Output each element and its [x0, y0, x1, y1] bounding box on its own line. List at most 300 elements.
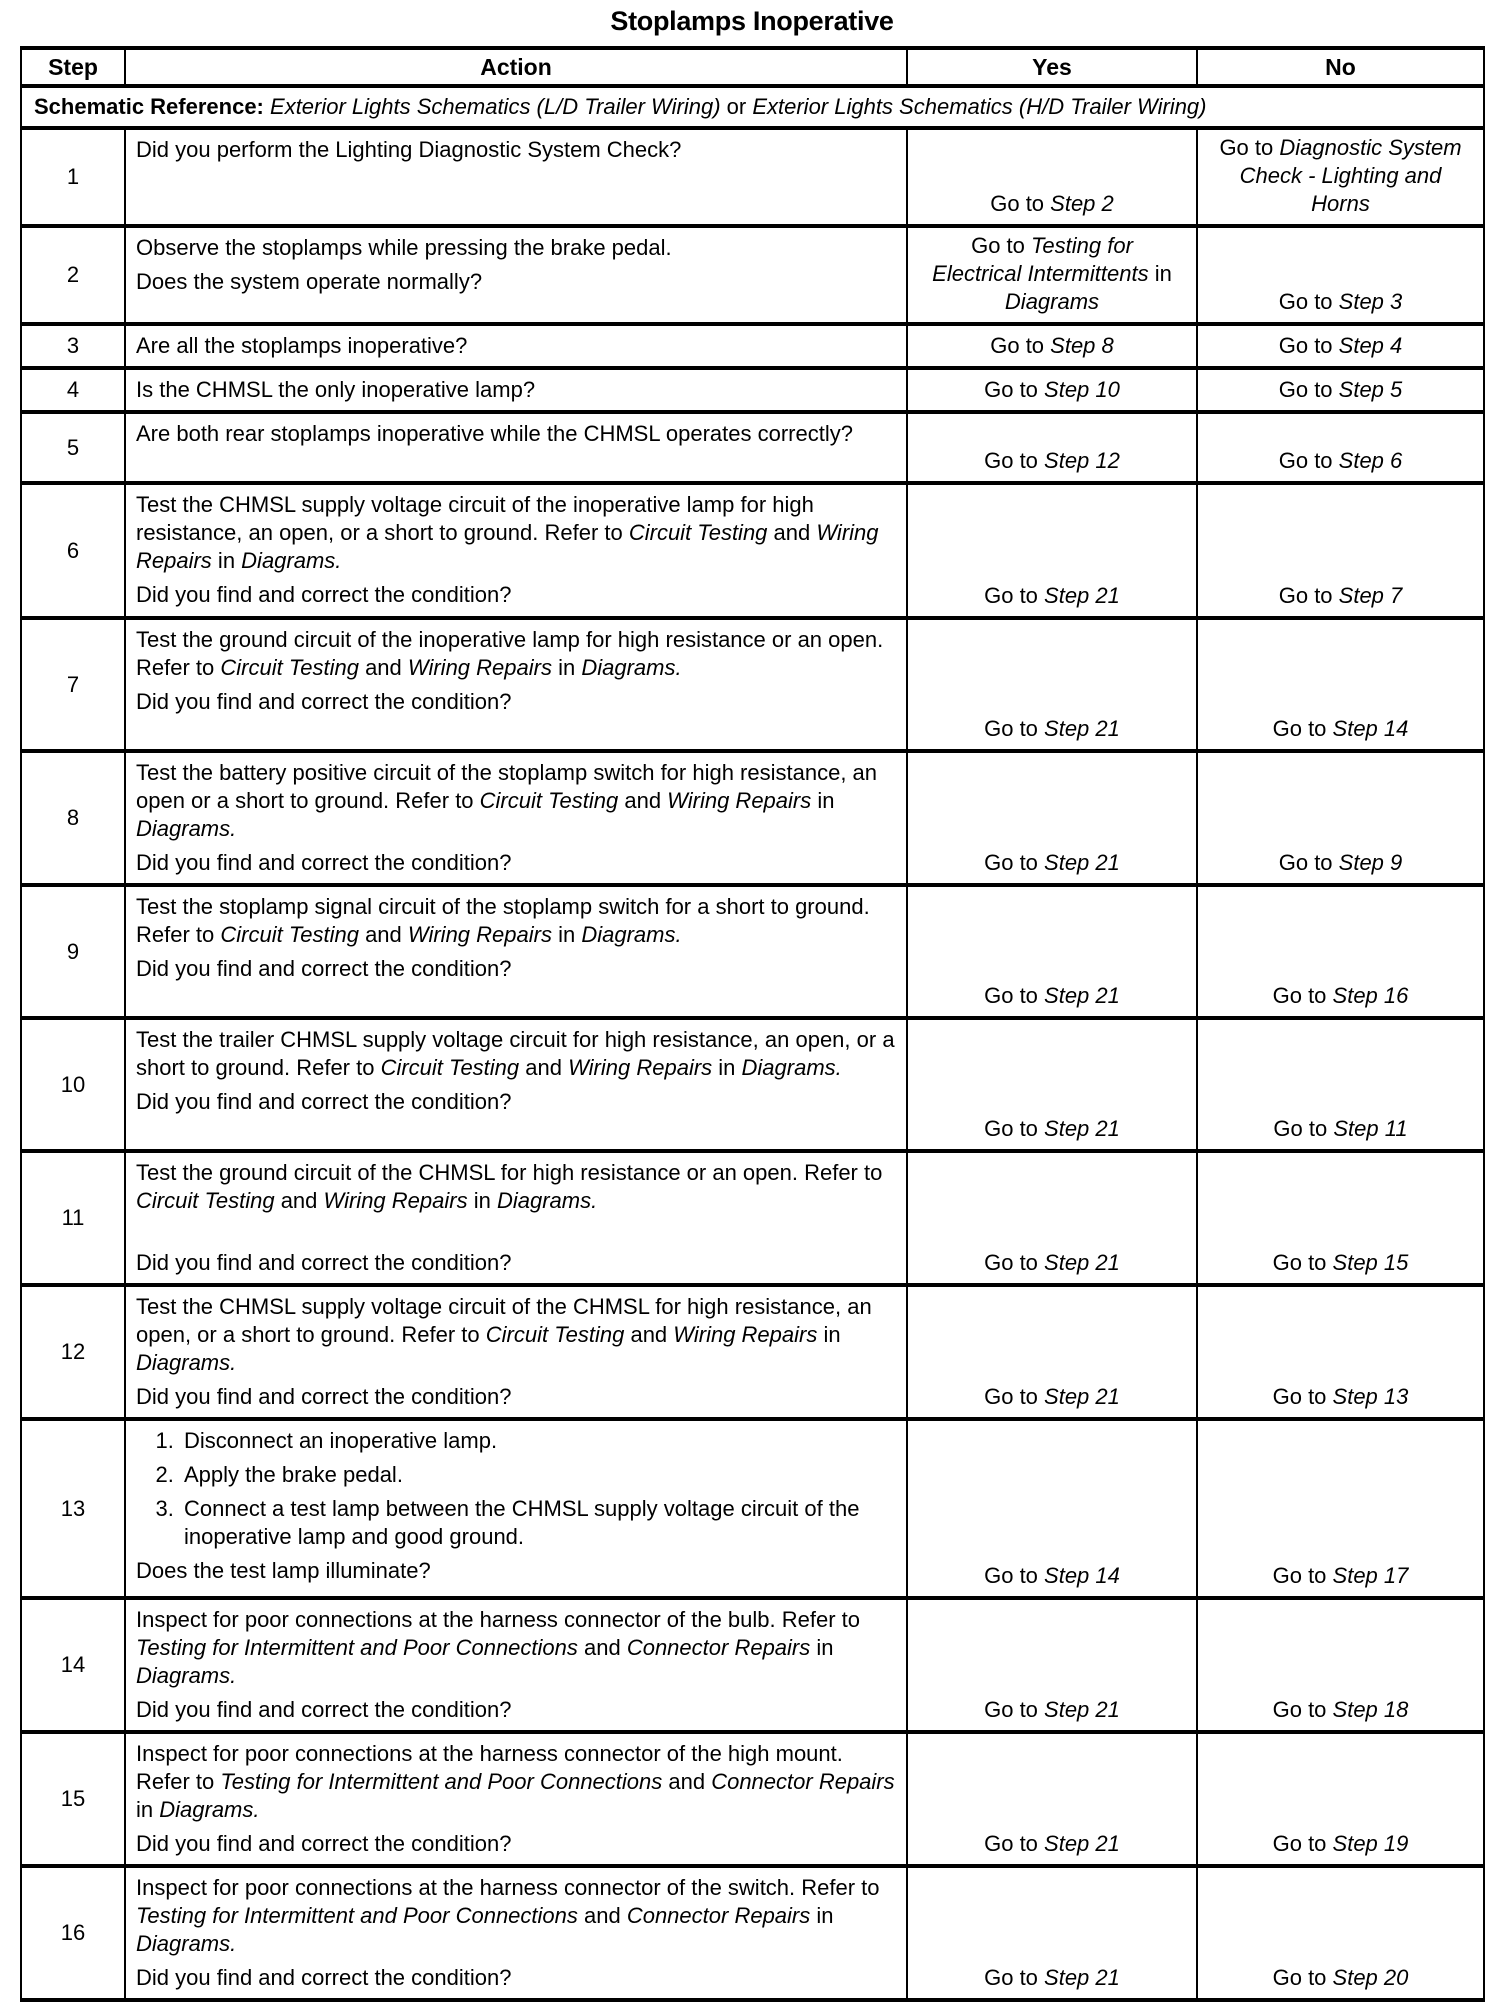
- reference-link-text: Testing for Intermittent and Poor Connections: [136, 1635, 578, 1660]
- reference-link-text: Wiring Repairs: [673, 1322, 818, 1347]
- yes-result-cell: [907, 128, 1197, 226]
- text-segment: in: [551, 655, 582, 680]
- reference-link-text: Connector Repairs: [626, 1635, 811, 1660]
- reference-link-text: Circuit Testing: [380, 1055, 520, 1080]
- reference-link-text: Diagrams.: [136, 1663, 237, 1688]
- table-row: [21, 618, 1484, 751]
- table-row: [21, 1598, 1484, 1732]
- table-row: [21, 324, 1484, 368]
- step-number: 15: [21, 1732, 125, 1866]
- table-row: [21, 483, 1484, 618]
- step-number: 13: [21, 1419, 125, 1598]
- no-goto-text: [1279, 849, 1403, 877]
- text-segment: or: [720, 94, 753, 119]
- text-segment: Go to: [1278, 583, 1339, 608]
- column-header-step: Step: [21, 48, 125, 86]
- action-step-item: 2. Apply the brake pedal.: [180, 1461, 896, 1489]
- no-goto-text: [1216, 134, 1466, 218]
- action-question: [136, 268, 896, 296]
- action-cell: [125, 324, 907, 368]
- text-segment: and: [274, 1188, 324, 1213]
- text-segment: Go to: [984, 850, 1045, 875]
- table-body: [21, 86, 1484, 2000]
- reference-link-text: Step 2: [1050, 191, 1114, 216]
- page-title: Stoplamps Inoperative: [610, 6, 894, 36]
- text-segment: Test the CHMSL supply voltage circuit of the inoperative lamp for high resistance, an open, or a short to ground. Refer to: [136, 492, 814, 545]
- reference-link-text: Step 14: [1332, 716, 1409, 741]
- reference-link-text: Diagnostic System Check - Lighting and Horns: [1239, 135, 1462, 216]
- reference-link-text: Testing for Electrical Intermittents: [932, 233, 1149, 286]
- text-segment: Go to: [1278, 448, 1339, 473]
- yes-goto-text: [984, 1964, 1120, 1992]
- text-segment: Inspect for poor connections at the harness connector of the bulb. Refer to: [136, 1607, 860, 1632]
- text-segment: in: [467, 1188, 497, 1213]
- action-text: [136, 1874, 896, 1958]
- no-result-cell: [1197, 1018, 1484, 1151]
- text-segment: Did you find and correct the condition?: [136, 1089, 512, 1114]
- no-result-cell: [1197, 885, 1484, 1018]
- text-segment: Go to: [984, 377, 1045, 402]
- text-segment: in: [810, 1635, 834, 1660]
- action-question: [136, 1696, 896, 1724]
- text-segment: Test the battery positive circuit of the stoplamp switch for high resistance, an open or a short to ground. Refer to: [136, 760, 878, 813]
- no-result-cell: [1197, 412, 1484, 483]
- action-question: [136, 1383, 896, 1411]
- reference-link-text: Step 11: [1333, 1116, 1408, 1141]
- action-cell: [125, 226, 907, 324]
- text-segment: in: [817, 1322, 841, 1347]
- text-segment: Go to: [984, 1384, 1045, 1409]
- reference-link-text: Circuit Testing: [136, 1188, 275, 1213]
- column-header-no: No: [1197, 48, 1484, 86]
- text-segment: in: [136, 1797, 160, 1822]
- yes-goto-text: [984, 982, 1120, 1010]
- reference-link-text: Diagrams: [1004, 289, 1100, 314]
- reference-link-text: Step 13: [1332, 1384, 1409, 1409]
- text-segment: Go to: [990, 333, 1051, 358]
- reference-link-text: Step 6: [1338, 448, 1403, 473]
- step-number: 4: [21, 368, 125, 412]
- text-segment: Test the ground circuit of the CHMSL for high resistance or an open. Refer to: [136, 1160, 883, 1185]
- no-result-cell: [1197, 1419, 1484, 1598]
- yes-result-cell: [907, 324, 1197, 368]
- text-segment: Does the system operate normally?: [136, 269, 483, 294]
- text-segment: Go to: [1278, 289, 1339, 314]
- text-segment: Did you find and correct the condition?: [136, 850, 512, 875]
- action-text: [136, 626, 896, 682]
- yes-result-cell: [907, 412, 1197, 483]
- action-cell: [125, 1732, 907, 1866]
- action-question: [136, 688, 896, 716]
- text-segment: Go to: [984, 583, 1045, 608]
- yes-result-cell: [907, 1732, 1197, 1866]
- text-segment: Did you find and correct the condition?: [136, 1697, 512, 1722]
- reference-link-text: Step 10: [1044, 377, 1120, 402]
- text-segment: Inspect for poor connections at the harness connector of the switch. Refer to: [136, 1875, 880, 1900]
- no-goto-text: [1273, 715, 1409, 743]
- text-segment: Go to: [1272, 1563, 1333, 1588]
- text-segment: Did you find and correct the condition?: [136, 1965, 512, 1990]
- no-result-cell: [1197, 1151, 1484, 1285]
- action-question: [136, 849, 896, 877]
- yes-result-cell: [907, 1151, 1197, 1285]
- action-question: [136, 1249, 896, 1277]
- no-goto-text: [1273, 982, 1409, 1010]
- schematic-reference-row: [21, 86, 1484, 128]
- reference-link-text: Diagrams.: [136, 816, 237, 841]
- yes-result-cell: [907, 1866, 1197, 2000]
- reference-link-text: Step 21: [1044, 1697, 1120, 1722]
- step-number: 10: [21, 1018, 125, 1151]
- table-row: [21, 885, 1484, 1018]
- action-steps-list: [136, 1427, 896, 1551]
- text-segment: Go to: [984, 1116, 1045, 1141]
- no-goto-text: [1279, 288, 1403, 316]
- table-row: [21, 751, 1484, 885]
- reference-link-text: Step 7: [1338, 583, 1403, 608]
- text-segment: Are all the stoplamps inoperative?: [136, 333, 468, 358]
- reference-link-text: Connector Repairs: [711, 1769, 895, 1794]
- action-text: [136, 376, 896, 404]
- text-segment: in: [1148, 261, 1172, 286]
- step-number: 2: [21, 226, 125, 324]
- action-text: [136, 1557, 896, 1585]
- reference-link-text: Circuit Testing: [485, 1322, 625, 1347]
- action-step-item: 3. Connect a test lamp between the CHMSL supply voltage circuit of the inoperative lamp and good ground.: [180, 1495, 896, 1551]
- table-row: [21, 1018, 1484, 1151]
- action-cell: [125, 618, 907, 751]
- text-segment: Test the trailer CHMSL supply voltage circuit for high resistance, an open, or a short to ground. Refer to: [136, 1027, 895, 1080]
- yes-result-cell: [907, 1285, 1197, 1419]
- action-cell: [125, 885, 907, 1018]
- yes-goto-text: [984, 1249, 1120, 1277]
- action-text: [136, 420, 896, 448]
- text-segment: Did you find and correct the condition?: [136, 956, 512, 981]
- action-cell: [125, 368, 907, 412]
- table-row: [21, 1732, 1484, 1866]
- text-segment: Go to: [984, 716, 1045, 741]
- reference-link-text: Circuit Testing: [479, 788, 619, 813]
- yes-result-cell: [907, 885, 1197, 1018]
- reference-link-text: Wiring Repairs: [323, 1188, 468, 1213]
- reference-link-text: Step 3: [1338, 289, 1403, 314]
- column-header-yes: Yes: [907, 48, 1197, 86]
- reference-link-text: Diagrams.: [136, 1931, 237, 1956]
- reference-link-text: Exterior Lights Schematics (H/D Trailer Wiring): [752, 94, 1207, 119]
- action-cell: [125, 483, 907, 618]
- no-goto-text: [1273, 1383, 1409, 1411]
- no-result-cell: [1197, 1598, 1484, 1732]
- reference-link-text: Wiring Repairs: [407, 655, 552, 680]
- action-text: [136, 1026, 896, 1082]
- text-segment: and: [577, 1635, 627, 1660]
- yes-goto-text: [984, 849, 1120, 877]
- step-number: 8: [21, 751, 125, 885]
- action-cell: [125, 1419, 907, 1598]
- step-number: 12: [21, 1285, 125, 1419]
- yes-result-cell: [907, 1598, 1197, 1732]
- table-row: [21, 368, 1484, 412]
- reference-link-text: Step 21: [1044, 583, 1120, 608]
- schematic-reference: [21, 86, 1484, 128]
- text-segment: Go to: [1272, 1697, 1333, 1722]
- action-question: [136, 581, 896, 609]
- text-segment: Is the CHMSL the only inoperative lamp?: [136, 377, 536, 402]
- reference-link-text: Diagrams.: [159, 1797, 260, 1822]
- text-segment: Did you perform the Lighting Diagnostic System Check?: [136, 137, 682, 162]
- no-goto-text: [1273, 1249, 1409, 1277]
- text-segment: Go to: [1219, 135, 1280, 160]
- text-segment: Go to: [984, 1563, 1045, 1588]
- no-goto-text: [1279, 582, 1403, 610]
- step-number: 11: [21, 1151, 125, 1285]
- yes-result-cell: [907, 368, 1197, 412]
- reference-link-text: Step 15: [1332, 1250, 1409, 1275]
- no-goto-text: [1273, 1562, 1409, 1590]
- reference-link-text: Step 5: [1338, 377, 1403, 402]
- reference-link-text: Step 20: [1332, 1965, 1409, 1990]
- action-cell: [125, 128, 907, 226]
- action-text: [136, 893, 896, 949]
- yes-goto-text: [984, 715, 1120, 743]
- no-goto-text: [1279, 447, 1403, 475]
- reference-link-text: Step 8: [1050, 333, 1114, 358]
- reference-link-text: Step 9: [1338, 850, 1403, 875]
- table-header-row: [21, 48, 1484, 86]
- text-segment: Go to: [984, 983, 1045, 1008]
- schematic-reference-label: Schematic Reference:: [34, 94, 264, 119]
- action-cell: [125, 412, 907, 483]
- step-number: 7: [21, 618, 125, 751]
- no-result-cell: [1197, 226, 1484, 324]
- no-result-cell: [1197, 1285, 1484, 1419]
- no-goto-text: [1273, 1830, 1409, 1858]
- no-result-cell: [1197, 1732, 1484, 1866]
- reference-link-text: Testing for Intermittent and Poor Connections: [136, 1903, 578, 1928]
- yes-goto-text: [984, 376, 1120, 404]
- reference-link-text: Circuit Testing: [628, 520, 768, 545]
- table-row: [21, 1419, 1484, 1598]
- text-segment: Inspect for poor connections at the harness connector of the high mount. Refer to: [136, 1741, 843, 1794]
- action-cell: [125, 1866, 907, 2000]
- reference-link-text: Wiring Repairs: [568, 1055, 713, 1080]
- text-segment: Go to: [1273, 1116, 1334, 1141]
- reference-link-text: Step 4: [1338, 333, 1403, 358]
- step-number: 1: [21, 128, 125, 226]
- action-text: [136, 136, 896, 164]
- yes-result-cell: [907, 751, 1197, 885]
- action-text: [136, 1293, 896, 1377]
- text-segment: Go to: [984, 1250, 1045, 1275]
- reference-link-text: Step 19: [1332, 1831, 1409, 1856]
- reference-link-text: Step 21: [1044, 716, 1120, 741]
- reference-link-text: Step 21: [1044, 850, 1120, 875]
- yes-goto-text: [984, 1562, 1120, 1590]
- step-number: 14: [21, 1598, 125, 1732]
- column-header-action: Action: [125, 48, 907, 86]
- text-segment: Go to: [1278, 333, 1339, 358]
- text-segment: Go to: [990, 191, 1051, 216]
- yes-goto-text: [984, 1830, 1120, 1858]
- no-goto-text: [1273, 1964, 1409, 1992]
- yes-result-cell: [907, 483, 1197, 618]
- reference-link-text: Step 21: [1044, 1250, 1120, 1275]
- reference-link-text: Circuit Testing: [220, 655, 359, 680]
- table-row: [21, 128, 1484, 226]
- reference-link-text: Diagrams.: [241, 548, 342, 573]
- no-goto-text: [1279, 376, 1403, 404]
- table-row: [21, 1866, 1484, 2000]
- reference-link-text: Step 21: [1044, 1965, 1120, 1990]
- text-segment: and: [577, 1903, 627, 1928]
- text-segment: Go to: [984, 1831, 1045, 1856]
- action-cell: [125, 1018, 907, 1151]
- text-segment: Did you find and correct the condition?: [136, 689, 512, 714]
- text-segment: and: [767, 520, 817, 545]
- action-question: [136, 1964, 896, 1992]
- reference-link-text: Exterior Lights Schematics (L/D Trailer Wiring): [270, 94, 721, 119]
- step-number: 16: [21, 1866, 125, 2000]
- schematic-reference-text: [264, 94, 1207, 119]
- no-result-cell: [1197, 618, 1484, 751]
- text-segment: Test the ground circuit of the inoperative lamp for high resistance or an open. Refer to: [136, 627, 884, 680]
- table-row: [21, 1285, 1484, 1419]
- text-segment: in: [811, 788, 835, 813]
- yes-goto-text: [984, 1383, 1120, 1411]
- no-result-cell: [1197, 483, 1484, 618]
- action-cell: [125, 1598, 907, 1732]
- text-segment: Go to: [984, 448, 1045, 473]
- reference-link-text: Step 21: [1044, 983, 1120, 1008]
- text-segment: Go to: [984, 1697, 1045, 1722]
- step-number: 3: [21, 324, 125, 368]
- text-segment: Go to: [971, 233, 1031, 258]
- text-segment: Did you find and correct the condition?: [136, 582, 512, 607]
- no-result-cell: [1197, 368, 1484, 412]
- yes-result-cell: [907, 1018, 1197, 1151]
- text-segment: Go to: [1278, 850, 1339, 875]
- reference-link-text: Wiring Repairs: [667, 788, 812, 813]
- no-goto-text: [1273, 1696, 1409, 1724]
- text-segment: Go to: [1272, 1965, 1333, 1990]
- yes-result-cell: [907, 618, 1197, 751]
- table-row: [21, 226, 1484, 324]
- text-segment: and: [358, 655, 408, 680]
- no-goto-text: [1279, 332, 1403, 360]
- no-result-cell: [1197, 324, 1484, 368]
- reference-link-text: Diagrams.: [581, 922, 682, 947]
- text-segment: Does the test lamp illuminate?: [136, 1558, 431, 1583]
- text-segment: and: [624, 1322, 674, 1347]
- action-text: [136, 1740, 896, 1824]
- action-cell: [125, 1285, 907, 1419]
- text-segment: Go to: [1272, 1250, 1333, 1275]
- text-segment: Test the CHMSL supply voltage circuit of the CHMSL for high resistance, an open, or a short to ground. Refer to: [136, 1294, 872, 1347]
- text-segment: Go to: [1278, 377, 1339, 402]
- text-segment: and: [618, 788, 668, 813]
- text-segment: and: [358, 922, 408, 947]
- table-row: [21, 1151, 1484, 1285]
- reference-link-text: Step 17: [1332, 1563, 1409, 1588]
- action-text: [136, 234, 896, 262]
- reference-link-text: Wiring Repairs: [136, 520, 879, 573]
- no-result-cell: [1197, 751, 1484, 885]
- text-segment: in: [810, 1903, 834, 1928]
- reference-link-text: Step 12: [1044, 448, 1120, 473]
- step-number: 9: [21, 885, 125, 1018]
- text-segment: Observe the stoplamps while pressing the brake pedal.: [136, 235, 672, 260]
- reference-link-text: Step 21: [1044, 1384, 1120, 1409]
- text-segment: and: [519, 1055, 569, 1080]
- action-question: [136, 955, 896, 983]
- action-question: [136, 1830, 896, 1858]
- action-text: [136, 759, 896, 843]
- reference-link-text: Circuit Testing: [220, 922, 359, 947]
- reference-link-text: Step 14: [1044, 1563, 1120, 1588]
- reference-link-text: Diagrams.: [136, 1350, 237, 1375]
- reference-link-text: Step 21: [1044, 1116, 1120, 1141]
- text-segment: and: [662, 1769, 712, 1794]
- yes-goto-text: [984, 1696, 1120, 1724]
- reference-link-text: Step 16: [1332, 983, 1409, 1008]
- text-segment: in: [551, 922, 582, 947]
- yes-result-cell: [907, 226, 1197, 324]
- no-result-cell: [1197, 128, 1484, 226]
- text-segment: Go to: [1272, 716, 1333, 741]
- yes-goto-text: [990, 332, 1114, 360]
- text-segment: in: [712, 1055, 742, 1080]
- action-cell: [125, 751, 907, 885]
- text-segment: Go to: [984, 1965, 1045, 1990]
- yes-goto-text: [984, 1115, 1120, 1143]
- action-text: [136, 332, 896, 360]
- reference-link-text: Wiring Repairs: [407, 922, 552, 947]
- reference-link-text: Testing for Intermittent and Poor Connections: [220, 1769, 663, 1794]
- text-segment: Did you find and correct the condition?: [136, 1250, 512, 1275]
- reference-link-text: Diagrams.: [581, 655, 682, 680]
- action-step-item: 1. Disconnect an inoperative lamp.: [180, 1427, 896, 1455]
- text-segment: Are both rear stoplamps inoperative while the CHMSL operates correctly?: [136, 421, 853, 446]
- yes-result-cell: [907, 1419, 1197, 1598]
- yes-goto-text: [927, 232, 1177, 316]
- action-text: [136, 491, 896, 575]
- text-segment: Test the stoplamp signal circuit of the stoplamp switch for a short to ground. Refer to: [136, 894, 870, 947]
- no-result-cell: [1197, 1866, 1484, 2000]
- action-text: [136, 1606, 896, 1690]
- text-segment: Go to: [1272, 1831, 1333, 1856]
- action-cell: [125, 1151, 907, 1285]
- reference-link-text: Diagrams.: [741, 1055, 842, 1080]
- text-segment: in: [211, 548, 242, 573]
- reference-link-text: Connector Repairs: [626, 1903, 811, 1928]
- reference-link-text: Diagrams.: [496, 1188, 598, 1213]
- text-segment: Go to: [1272, 983, 1333, 1008]
- action-text: [136, 1159, 896, 1215]
- step-number: 5: [21, 412, 125, 483]
- step-number: 6: [21, 483, 125, 618]
- no-goto-text: [1273, 1115, 1407, 1143]
- reference-link-text: Step 21: [1044, 1831, 1120, 1856]
- text-segment: Did you find and correct the condition?: [136, 1384, 512, 1409]
- action-question: [136, 1088, 896, 1116]
- yes-goto-text: [984, 582, 1120, 610]
- text-segment: Did you find and correct the condition?: [136, 1831, 512, 1856]
- reference-link-text: Step 18: [1332, 1697, 1409, 1722]
- text-segment: Go to: [1272, 1384, 1333, 1409]
- diagnostic-table: [20, 46, 1485, 2002]
- table-row: [21, 412, 1484, 483]
- yes-goto-text: [984, 447, 1120, 475]
